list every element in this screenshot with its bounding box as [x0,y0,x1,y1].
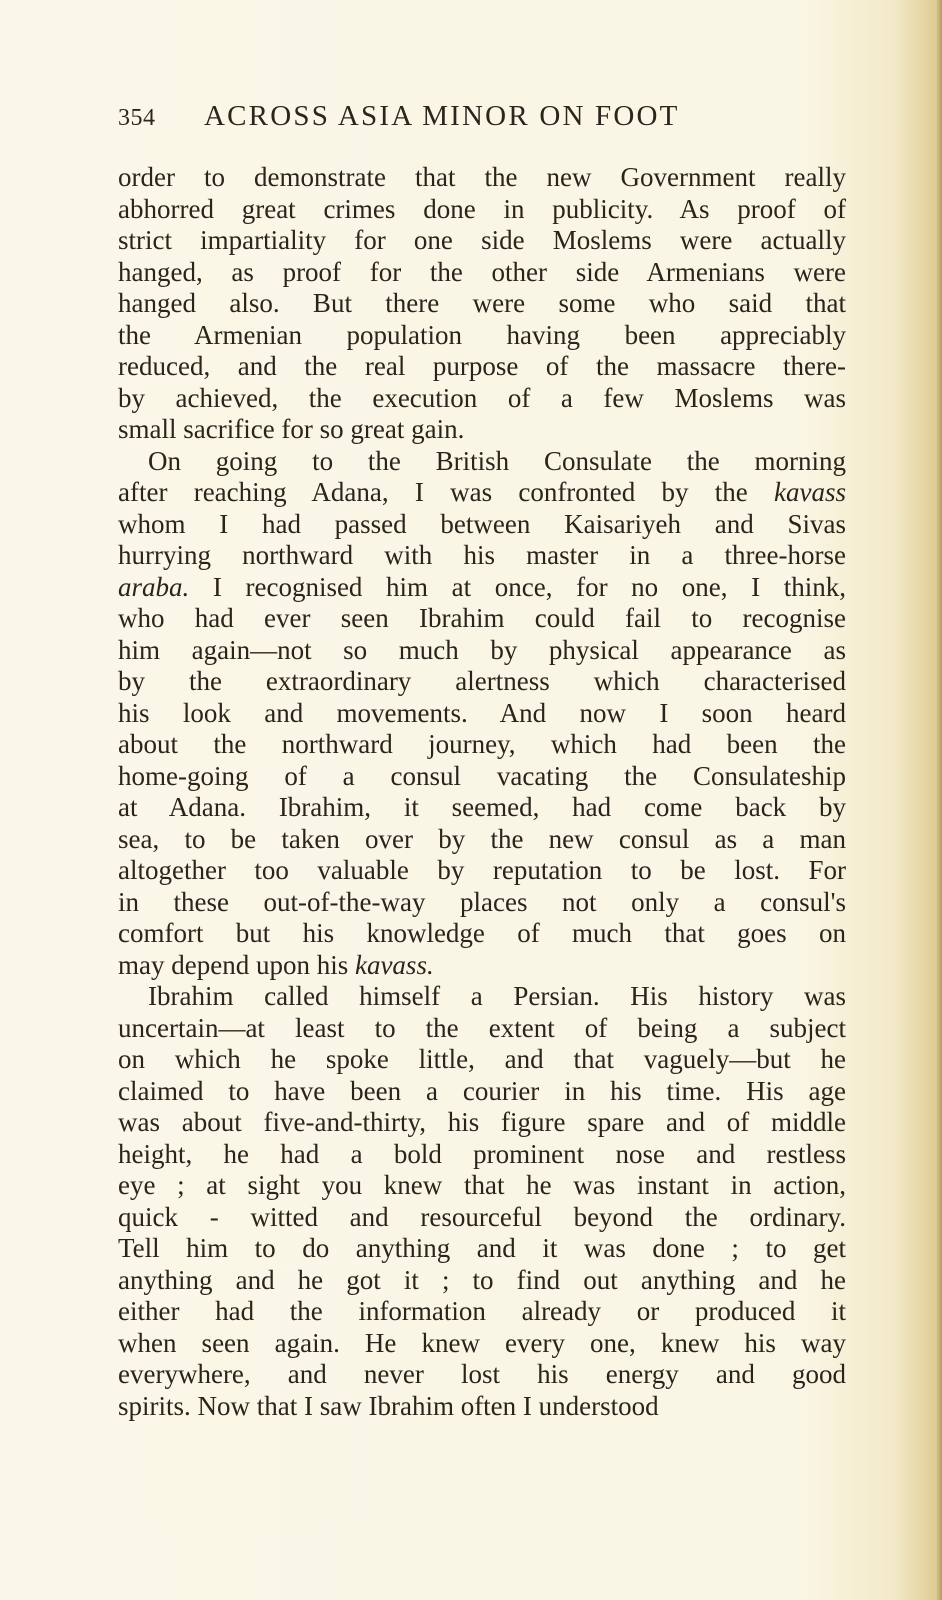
text-line: everywhere, and never lost his energy and good [118,1359,846,1389]
text-line: On going to the British Consulate the morning [148,445,846,476]
text-line: him again—not so much by physical appearance as [118,634,846,665]
paragraph [118,981,846,1422]
text-line: Tell him to do anything and it was done ; to get [118,1233,846,1263]
text-line [118,572,846,604]
text-line: height, he had a bold prominent nose and restless [118,1138,846,1169]
text-line: hanged, as proof for the other side Armenians were [118,256,846,287]
text-segment: may depend upon his [118,949,355,980]
text-line: abhorred great crimes done in publicity. As proof of [118,193,846,224]
text-line: anything and he got it ; to find out anything and he [118,1264,846,1295]
text-line: home-going of a consul vacating the Consulateship [118,760,846,791]
text-line: uncertain—at least to the extent of being a subject [118,1012,846,1043]
text-line: claimed to have been a courier in his time. His age [118,1075,846,1106]
page-number: 354 [118,105,156,131]
text-line: eye ; at sight you knew that he was instant in action, [118,1170,846,1200]
text-line: the Armenian population having been appreciably [118,319,846,350]
text-line: reduced, and the real purpose of the massacre there- [118,351,846,381]
text-line: comfort but his knowledge of much that goes on [118,918,846,948]
text-line: order to demonstrate that the new Government really [118,162,846,192]
text-line: who had ever seen Ibrahim could fail to recognise [118,603,846,633]
text-line: about the northward journey, which had been the [118,729,846,759]
body-text [118,162,846,1422]
text-line: by the extraordinary alertness which characterised [118,666,846,696]
text-line [118,477,846,509]
text-segment: I recognised him at once, for no one, I think, [189,571,846,602]
text-line: altogether too valuable by reputation to be lost. For [118,855,846,885]
text-line [118,950,846,982]
text-line: either had the information already or produced it [118,1296,846,1326]
running-title: ACROSS ASIA MINOR ON FOOT [204,100,680,132]
text-line: whom I had passed between Kaisariyeh and Sivas [118,508,846,539]
paragraph [118,446,846,982]
text-line: when seen again. He knew every one, knew his way [118,1327,846,1358]
text-line: in these out-of-the-way places not only a consul's [118,886,846,917]
text-line: Ibrahim called himself a Persian. His history was [148,981,846,1011]
italic-term: kavass [774,477,846,507]
text-line: sea, to be taken over by the new consul as a man [118,823,846,854]
text-line: hurrying northward with his master in a three-horse [118,540,846,570]
text-line: was about five-and-thirty, his figure spare and of middle [118,1107,846,1137]
paragraph [118,162,846,446]
text-segment: after reaching Adana, I was confronted by the [118,477,775,507]
text-line: quick - witted and resourceful beyond the ordinary. [118,1201,846,1232]
text-line: strict impartiality for one side Moslems were actually [118,225,846,255]
text-line: small sacrifice for so great gain. [118,414,465,444]
italic-term: araba. [118,571,190,602]
text-line: hanged also. But there were some who said that [118,288,846,318]
text-line: spirits. Now that I saw Ibrahim often I understood [118,1390,659,1421]
text-line: by achieved, the execution of a few Moslems was [118,382,846,413]
text-line: on which he spoke little, and that vaguely—but he [118,1044,846,1074]
text-line: his look and movements. And now I soon heard [118,697,846,728]
running-head [118,100,858,140]
text-line: at Adana. Ibrahim, it seemed, had come back by [118,792,846,822]
page-gutter-shadow [936,0,942,1600]
italic-term: kavass. [354,949,434,980]
